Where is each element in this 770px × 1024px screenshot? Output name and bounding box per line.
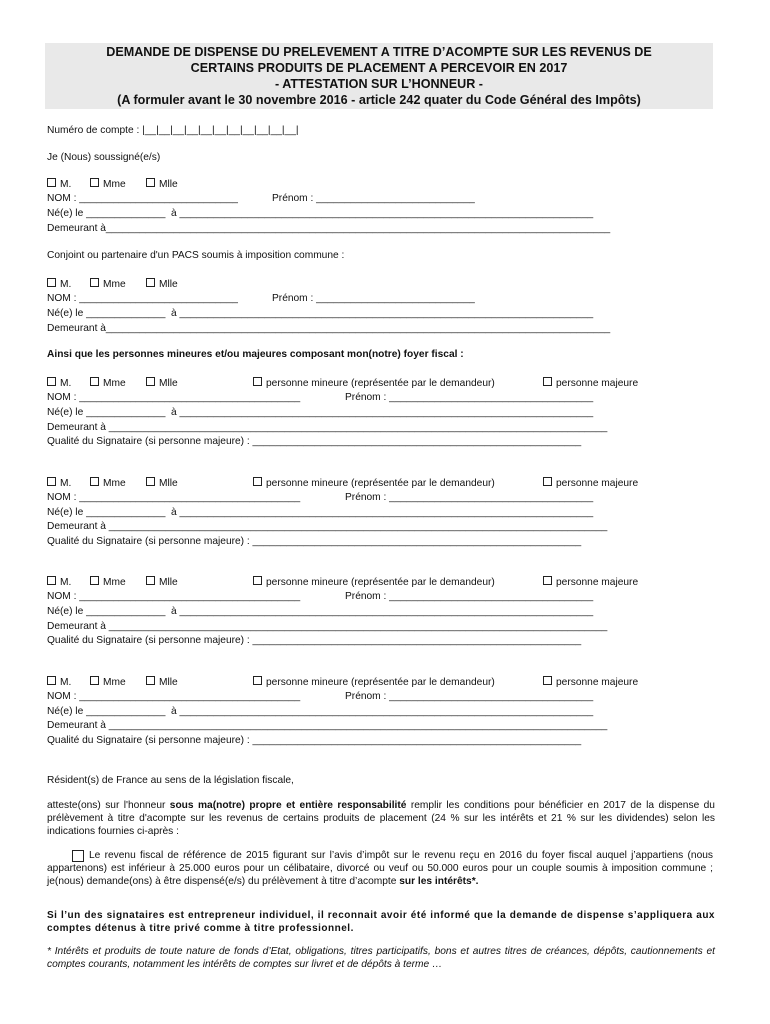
civ-mme-label: Mme: [103, 577, 126, 588]
checkbox-mme[interactable]: [90, 477, 99, 486]
checkbox-mlle[interactable]: [146, 676, 155, 685]
person-1-major: [543, 377, 638, 390]
person-3-qualite[interactable]: Qualité du Signataire (si personne majeure) : __________________________________________________________: [47, 635, 582, 646]
civ-m-label: M.: [60, 279, 72, 290]
major-label: personne majeure: [556, 577, 639, 588]
person-1-address[interactable]: Demeurant à ________________________________________________________________________________________: [47, 422, 608, 433]
person-2-civ-m: [47, 477, 71, 490]
condition-paragraph: [47, 849, 713, 888]
checkbox-mlle[interactable]: [146, 377, 155, 386]
spouse-address-field[interactable]: Demeurant à_________________________________________________________________________________________: [47, 323, 611, 334]
attest-post: remplir les conditions pour bénéficier en 2017 de la dispense du prélèvement à titre d'acompte sur les revenus de certains produits de placement (24 % sur les intérêts et 21 % sur les dividendes) selon les indications fournies ci-après :: [47, 800, 715, 837]
person-2-civ-mlle: [146, 477, 178, 490]
spouse-intro: Conjoint ou partenaire d'un PACS soumis à imposition commune :: [47, 250, 345, 261]
person-3-address[interactable]: Demeurant à ________________________________________________________________________________________: [47, 621, 608, 632]
checkbox-mme[interactable]: [90, 576, 99, 585]
person-3-major: [543, 576, 638, 589]
spouse-prenom-field[interactable]: Prénom : ____________________________: [272, 293, 475, 304]
person-3-prenom[interactable]: Prénom : ____________________________________: [345, 591, 594, 602]
attestation-paragraph: [47, 799, 715, 838]
person-2-nom[interactable]: NOM : _______________________________________: [47, 492, 301, 503]
civ-mme-label: Mme: [103, 378, 126, 389]
birth-field[interactable]: Né(e) le ______________ à _________________________________________________________________________: [47, 208, 594, 219]
minor-label: personne mineure (représentée par le demandeur): [266, 378, 495, 389]
person-2-civ-mme: [90, 477, 126, 490]
checkbox-m[interactable]: [47, 377, 56, 386]
minor-label: personne mineure (représentée par le demandeur): [266, 478, 495, 489]
person-1-civ-mlle: [146, 377, 178, 390]
civ-mlle-label: Mlle: [159, 179, 178, 190]
account-number-field[interactable]: Numéro de compte : |__|__|__|__|__|__|__|__|__|__|__|: [47, 125, 299, 136]
attest-bold: sous ma(notre) propre et entière responsabilité: [169, 800, 407, 811]
checkbox-mlle[interactable]: [146, 576, 155, 585]
checkbox-mlle[interactable]: [146, 178, 155, 187]
civ-mlle-label: Mlle: [159, 478, 178, 489]
civ-mme-label: Mme: [103, 478, 126, 489]
civ-m-label: M.: [60, 677, 72, 688]
civ-m-label: M.: [60, 378, 72, 389]
spouse-nom-field[interactable]: NOM : ____________________________: [47, 293, 238, 304]
checkbox-mlle[interactable]: [146, 278, 155, 287]
civ-mme-label: Mme: [103, 677, 126, 688]
undersigned-label: Je (Nous) soussigné(e/s): [47, 152, 161, 163]
spouse-civility-mlle: [146, 278, 178, 291]
entrepreneur-notice: Si l’un des signataires est entrepreneur individuel, il reconnait avoir été informé que la demande de dispense s’appliquera aux comptes détenus à titre privé comme à titre professionnel.: [47, 910, 715, 934]
spouse-birth-field[interactable]: Né(e) le ______________ à _________________________________________________________________________: [47, 308, 594, 319]
civ-m-label: M.: [60, 577, 72, 588]
civ-mlle-label: Mlle: [159, 378, 178, 389]
checkbox-mme[interactable]: [90, 377, 99, 386]
minor-label: personne mineure (représentée par le demandeur): [266, 577, 495, 588]
person-3-nom[interactable]: NOM : _______________________________________: [47, 591, 301, 602]
civ-mme-label: Mme: [103, 179, 126, 190]
title-banner: [45, 43, 713, 109]
major-label: personne majeure: [556, 478, 639, 489]
spouse-civility-mme: [90, 278, 126, 291]
person-4-minor: [253, 676, 495, 689]
person-3-minor: [253, 576, 495, 589]
condition-bold: sur les intérêts*.: [399, 876, 479, 887]
person-4-civ-m: [47, 676, 71, 689]
civility-row: [47, 178, 71, 191]
title-line-4: (A formuler avant le 30 novembre 2016 - article 242 quater du Code Général des Impôts): [117, 93, 641, 107]
title-line-3: - ATTESTATION SUR L’HONNEUR -: [274, 77, 484, 91]
checkbox-m[interactable]: [47, 676, 56, 685]
person-4-major: [543, 676, 638, 689]
person-4-birth[interactable]: Né(e) le ______________ à _________________________________________________________________________: [47, 706, 594, 717]
civ-m-label: M.: [60, 478, 72, 489]
person-4-address[interactable]: Demeurant à ________________________________________________________________________________________: [47, 720, 608, 731]
condition-text: Le revenu fiscal de référence de 2015 figurant sur l’avis d’impôt sur le revenu reçu en 2016 du foyer fiscal auquel j’appartiens (nous appartenons) est inférieur à 25.000 euros pour un célibataire, divorcé ou veuf ou 50.000 euros pour un couple soumis à imposition commune ; je(nous) demande(ons) à être dispensé(e/s) du prélèvement à titre d’acompte: [47, 850, 713, 887]
person-3-civ-mlle: [146, 576, 178, 589]
civility-row-mme: [90, 178, 126, 191]
person-3-civ-mme: [90, 576, 126, 589]
title-line-2: CERTAINS PRODUITS DE PLACEMENT A PERCEVOIR EN 2017: [190, 61, 568, 75]
person-4-prenom[interactable]: Prénom : ____________________________________: [345, 691, 594, 702]
attest-pre: atteste(ons) sur l'honneur: [47, 800, 170, 811]
checkbox-m[interactable]: [47, 477, 56, 486]
resident-text: Résident(s) de France au sens de la législation fiscale,: [47, 775, 294, 786]
person-4-qualite[interactable]: Qualité du Signataire (si personne majeure) : __________________________________________________________: [47, 735, 582, 746]
person-2-minor: [253, 477, 495, 490]
address-field[interactable]: Demeurant à_________________________________________________________________________________________: [47, 223, 611, 234]
civ-mlle-label: Mlle: [159, 279, 178, 290]
person-1-minor: [253, 377, 495, 390]
person-2-qualite[interactable]: Qualité du Signataire (si personne majeure) : __________________________________________________________: [47, 536, 582, 547]
major-label: personne majeure: [556, 677, 639, 688]
prenom-field[interactable]: Prénom : ____________________________: [272, 193, 475, 204]
civ-m-label: M.: [60, 179, 72, 190]
person-3-civ-m: [47, 576, 71, 589]
minor-label: personne mineure (représentée par le demandeur): [266, 677, 495, 688]
person-1-qualite[interactable]: Qualité du Signataire (si personne majeure) : __________________________________________________________: [47, 436, 582, 447]
household-intro: Ainsi que les personnes mineures et/ou majeures composant mon(notre) foyer fiscal :: [47, 349, 464, 360]
checkbox-major[interactable]: [543, 676, 552, 685]
person-4-civ-mlle: [146, 676, 178, 689]
footnote: * Intérêts et produits de toute nature de fonds d’Etat, obligations, titres participatifs, bons et autres titres de créances, dépôts, cautionnements et comptes courants, notamment les intérêts de comptes sur livret et de dépôts à terme …: [47, 946, 715, 970]
checkbox-mme[interactable]: [90, 676, 99, 685]
person-1-nom[interactable]: NOM : _______________________________________: [47, 392, 301, 403]
person-2-major: [543, 477, 638, 490]
checkbox-m[interactable]: [47, 576, 56, 585]
checkbox-major[interactable]: [543, 477, 552, 486]
checkbox-minor[interactable]: [253, 477, 262, 486]
person-4-nom[interactable]: NOM : _______________________________________: [47, 691, 301, 702]
civ-mlle-label: Mlle: [159, 677, 178, 688]
spouse-civility-m: [47, 278, 71, 291]
checkbox-major[interactable]: [543, 576, 552, 585]
checkbox-m[interactable]: [47, 178, 56, 187]
checkbox-minor[interactable]: [253, 576, 262, 585]
checkbox-mme[interactable]: [90, 278, 99, 287]
civ-mlle-label: Mlle: [159, 577, 178, 588]
major-label: personne majeure: [556, 378, 639, 389]
person-1-prenom[interactable]: Prénom : ____________________________________: [345, 392, 594, 403]
civility-row-mlle: [146, 178, 178, 191]
checkbox-mme[interactable]: [90, 178, 99, 187]
person-2-prenom[interactable]: Prénom : ____________________________________: [345, 492, 594, 503]
checkbox-minor[interactable]: [253, 676, 262, 685]
person-2-birth[interactable]: Né(e) le ______________ à _________________________________________________________________________: [47, 507, 594, 518]
checkbox-minor[interactable]: [253, 377, 262, 386]
person-2-address[interactable]: Demeurant à ________________________________________________________________________________________: [47, 521, 608, 532]
checkbox-m[interactable]: [47, 278, 56, 287]
person-1-civ-m: [47, 377, 71, 390]
nom-field[interactable]: NOM : ____________________________: [47, 193, 238, 204]
civ-mme-label: Mme: [103, 279, 126, 290]
checkbox-major[interactable]: [543, 377, 552, 386]
person-3-birth[interactable]: Né(e) le ______________ à _________________________________________________________________________: [47, 606, 594, 617]
person-4-civ-mme: [90, 676, 126, 689]
person-1-birth[interactable]: Né(e) le ______________ à _________________________________________________________________________: [47, 407, 594, 418]
person-1-civ-mme: [90, 377, 126, 390]
checkbox-mlle[interactable]: [146, 477, 155, 486]
title-line-1: DEMANDE DE DISPENSE DU PRELEVEMENT A TITRE D’ACOMPTE SUR LES REVENUS DE: [106, 45, 652, 59]
